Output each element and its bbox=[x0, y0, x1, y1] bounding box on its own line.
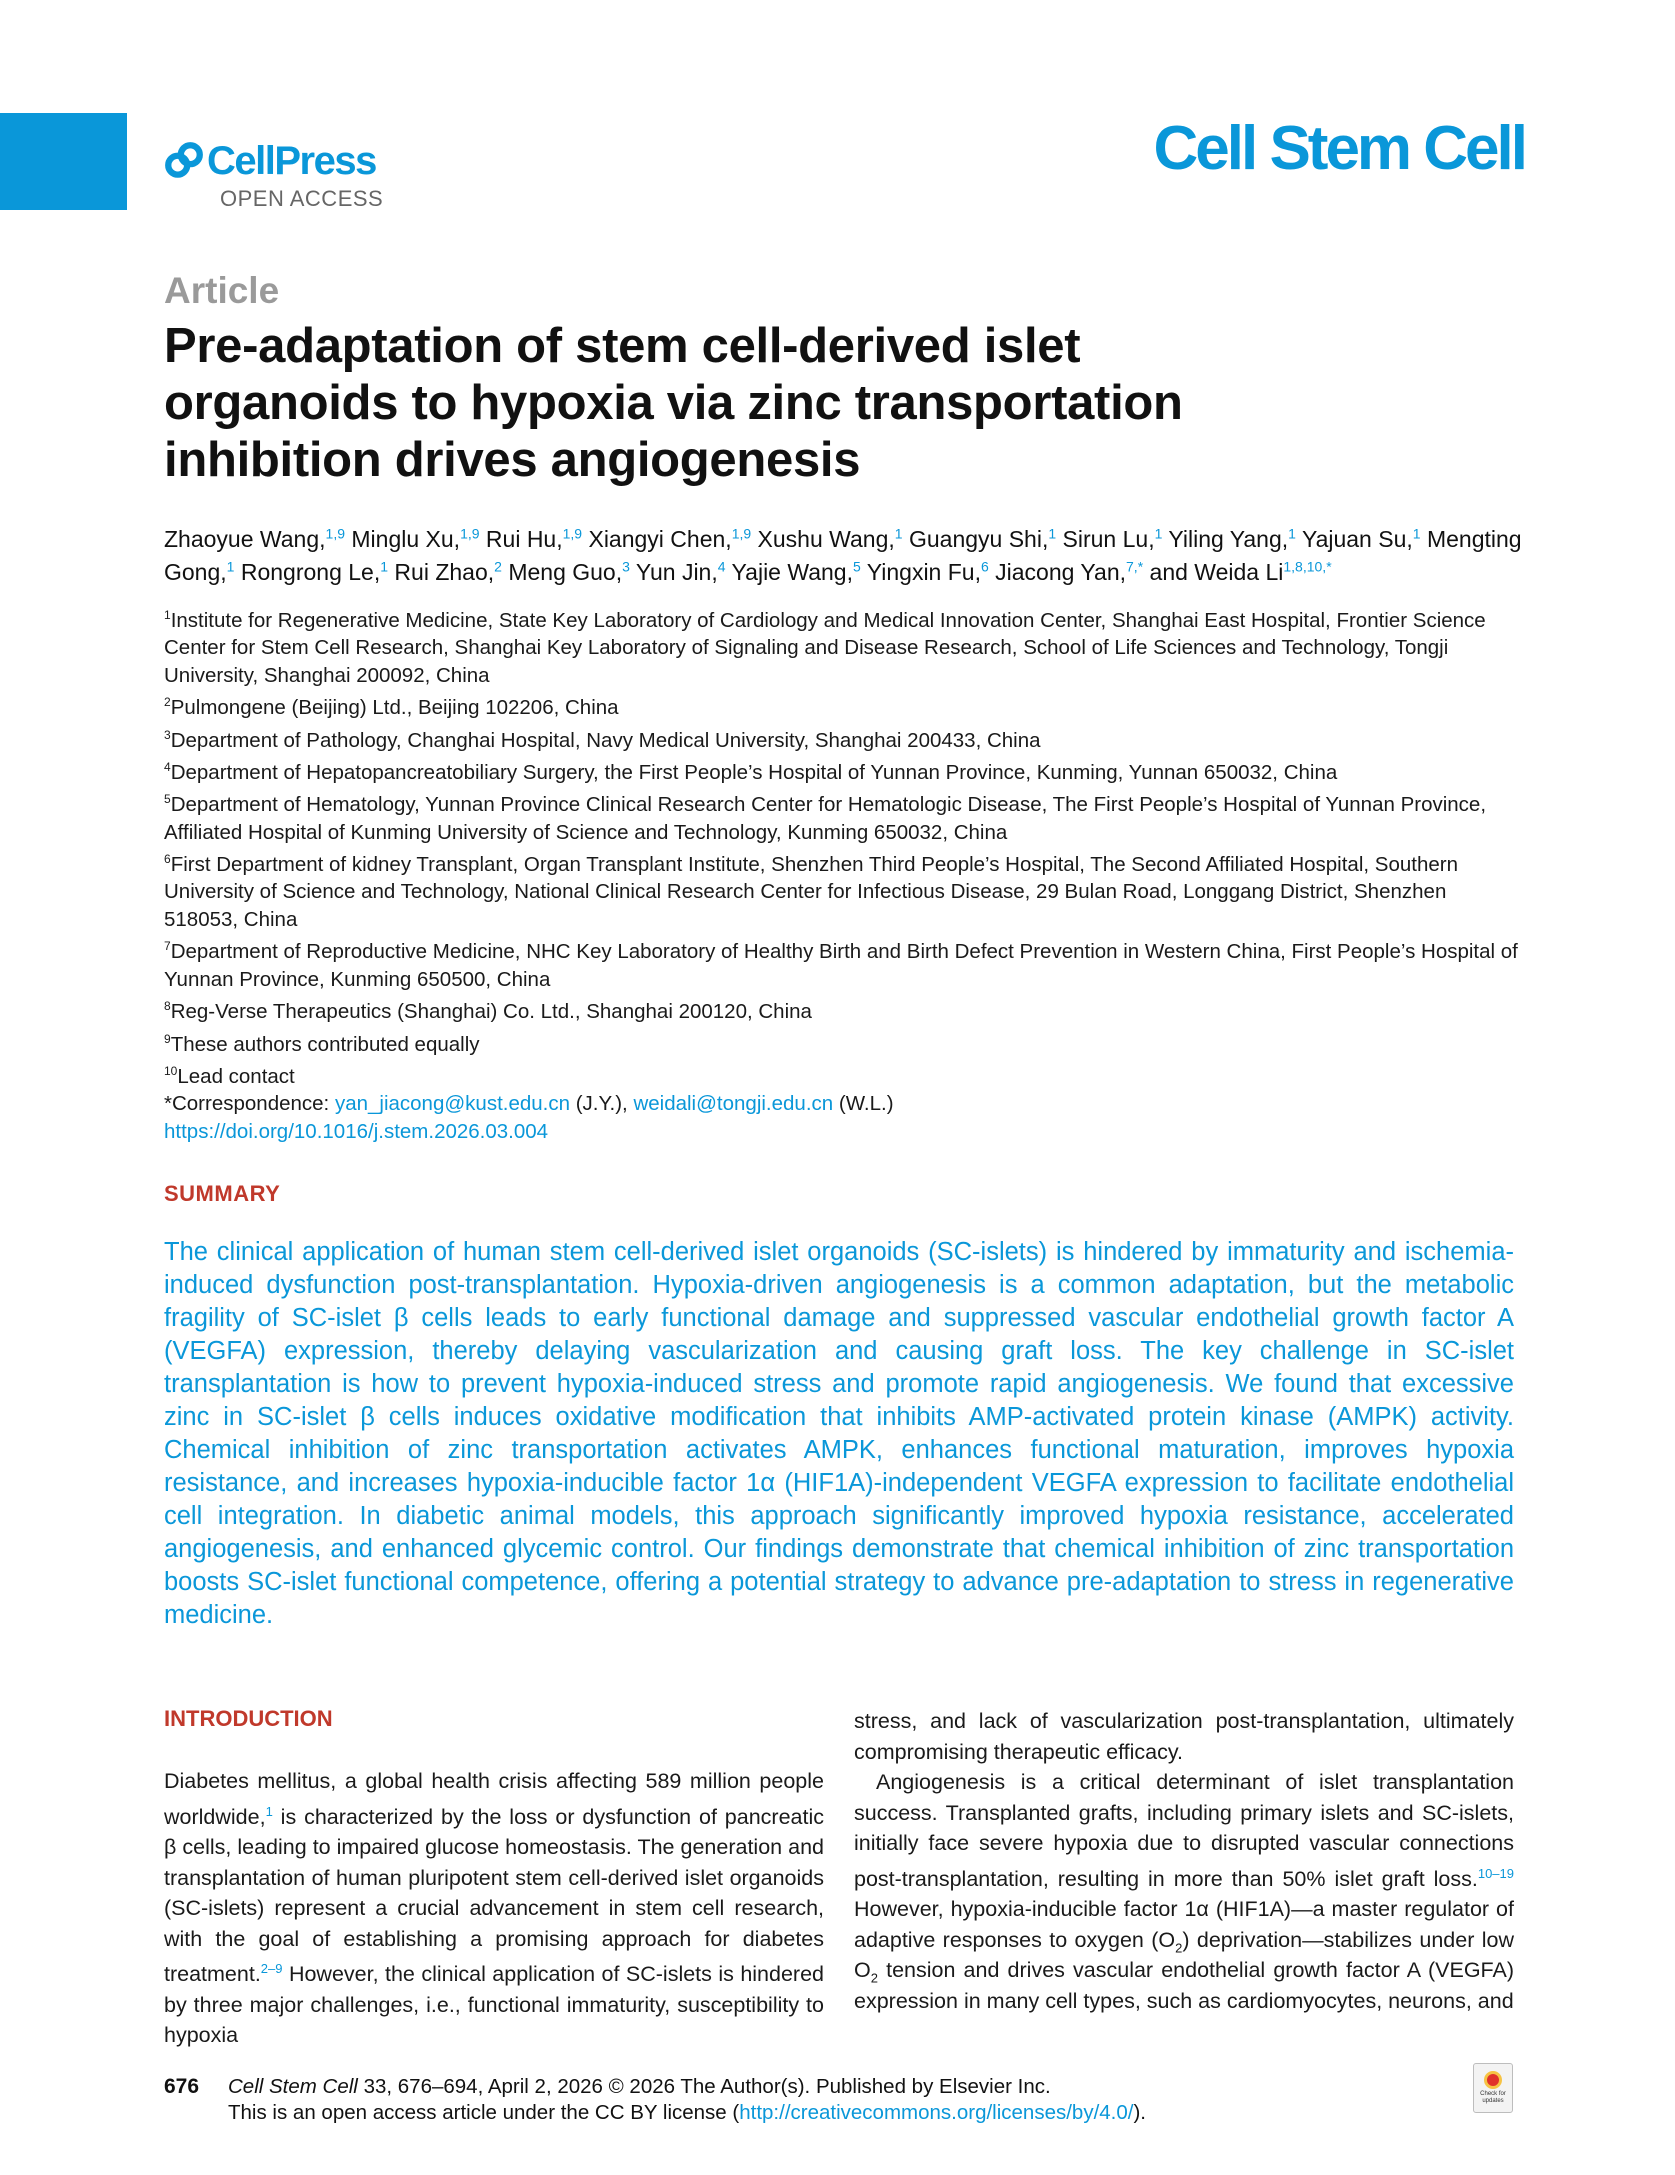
affiliation bbox=[164, 754, 1524, 786]
affiliation-text: Department of Hepatopancreatobiliary Surgery, the First People’s Hospital of Yunnan Province, Kunming, Yunnan 650032, China bbox=[170, 760, 1338, 784]
author bbox=[732, 559, 861, 585]
author-name: Yiling Yang, bbox=[1168, 525, 1289, 552]
open-access-label: OPEN ACCESS bbox=[220, 186, 384, 211]
title-line: Pre-adaptation of stem cell-derived islet bbox=[164, 319, 1081, 373]
author-name: Xiangyi Chen, bbox=[588, 525, 732, 552]
author-name: Yajie Wang, bbox=[731, 559, 853, 586]
author-name: Rongrong Le, bbox=[240, 559, 381, 586]
page-number: 676 bbox=[164, 2075, 200, 2098]
author bbox=[1150, 559, 1332, 585]
affiliation-text: Department of Reproductive Medicine, NHC Key Laboratory of Healthy Birth and Birth Defect Prevention in Western China, First People’s Hospital of Yunnan Province, Kunming 650500, China bbox=[164, 940, 1518, 991]
article-type: Article bbox=[164, 270, 280, 311]
author-name: Jiacong Yan, bbox=[995, 559, 1127, 586]
subscript: 2 bbox=[870, 1970, 878, 1986]
affiliation bbox=[164, 602, 1524, 689]
affiliation-text: Institute for Regenerative Medicine, State Key Laboratory of Cardiology and Medical Innovation Center, Shanghai East Hospital, Frontier Science Center for Stem Cell Research, Shanghai Key Laboratory of Signaling and Disease Research, School of Life Sciences and Technology, Tongji University, Shanghai 200092, China bbox=[164, 608, 1486, 687]
author bbox=[1063, 526, 1163, 552]
correspondence-initials-1: (J.Y.), bbox=[570, 1092, 634, 1116]
text-run: is characterized by the loss or dysfunction of pancreatic β cells, leading to impaired glucose homeostasis. The generation and transplantation of human pluripotent stem cell-derived islet organoids (SC-islets) represent a crucial advancement in stem cell research, with the goal of establishing a promising approach for diabetes treatment. bbox=[164, 1804, 824, 1987]
header-color-tab bbox=[0, 113, 127, 210]
author-affiliation-ref[interactable]: 7,* bbox=[1126, 558, 1144, 575]
author-name: Minglu Xu, bbox=[351, 525, 461, 552]
author-affiliation-ref[interactable]: 1 bbox=[1154, 525, 1163, 541]
author bbox=[636, 559, 726, 585]
author-affiliation-ref[interactable]: 1 bbox=[1048, 525, 1057, 541]
correspondence-label: *Correspondence: bbox=[164, 1092, 335, 1116]
author bbox=[1302, 526, 1421, 552]
author bbox=[867, 559, 989, 585]
citation-text: 33, 676–694, April 2, 2026 © 2026 The Author(s). Published by Elsevier Inc. bbox=[357, 2075, 1051, 2098]
affiliation-text: These authors contributed equally bbox=[170, 1032, 480, 1056]
badge-label: Check for updates bbox=[1480, 2091, 1506, 2104]
affiliation bbox=[164, 1026, 1524, 1058]
text-run: However, hypoxia-inducible factor 1α (HIF1A)—a master regulator of adaptive responses to oxygen (O bbox=[854, 1897, 1514, 1952]
affiliation-text: Department of Pathology, Changhai Hospital, Navy Medical University, Shanghai 200433, China bbox=[170, 728, 1041, 752]
email-link-1[interactable]: yan_jiacong@kust.edu.cn bbox=[334, 1092, 571, 1116]
author-name: Rui Zhao, bbox=[394, 559, 495, 586]
author-affiliation-ref[interactable]: 1 bbox=[380, 558, 389, 575]
text-run: However, the clinical application of SC-islets is hindered by three major challenges, i.e., functional immaturity, susceptibility to hypoxia bbox=[164, 1962, 824, 2048]
intro-paragraph bbox=[854, 1767, 1514, 2016]
author-name: Mengting Gong, bbox=[164, 525, 1522, 586]
doi-link[interactable]: https://doi.org/10.1016/j.stem.2026.03.004 bbox=[164, 1119, 549, 1143]
author-name: Rui Hu, bbox=[485, 525, 563, 552]
correspondence-initials-2: (W.L.) bbox=[833, 1092, 894, 1116]
author bbox=[909, 526, 1056, 552]
affiliation-list bbox=[164, 602, 1524, 1090]
affiliation-number: 5 bbox=[164, 792, 171, 807]
author bbox=[588, 526, 751, 552]
summary-text: The clinical application of human stem cell-derived islet organoids (SC-islets) is hindered by immaturity and ischemia-induced dysfunction post-transplantation. Hypoxia-driven angiogenesis is a common adaptation, but the metabolic fragility of SC-islet β cells leads to early functional damage and suppressed vascular endothelial growth factor A (VEGFA) expression, thereby delaying vascularization and causing graft loss. The key challenge in SC-islet transplantation is how to prevent hypoxia-induced stress and promote rapid angiogenesis. We found that excessive zinc in SC-islet β cells induces oxidative modification that inhibits AMP-activated protein kinase (AMPK) activity. Chemical inhibition of zinc transportation activates AMPK, enhances functional maturation, improves hypoxia resistance, and increases hypoxia-inducible factor 1α (HIF1A)-independent VEGFA expression to facilitate endothelial cell integration. In diabetic animal models, this approach significantly improved hypoxia resistance, accelerated angiogenesis, and enhanced glycemic control. Our findings demonstrate that chemical inhibition of zinc transportation boosts SC-islet functional competence, offering a potential strategy to advance pre-adaptation to stress in regenerative medicine. bbox=[164, 1238, 1514, 1629]
affiliation bbox=[164, 689, 1524, 721]
text-run: ) deprivation—stabilizes under low O bbox=[854, 1927, 1514, 1983]
affiliation-text: First Department of kidney Transplant, Organ Transplant Institute, Shenzhen Third People’s Hospital, The Second Affiliated Hospital, Southern University of Science and Technology, National Clinical Research Center for Infectious Disease, 29 Bulan Road, Longgang District, Shenzhen 518053, China bbox=[164, 852, 1458, 931]
license-text-end: ). bbox=[1133, 2101, 1147, 2124]
affiliation-text: Reg-Verse Therapeutics (Shanghai) Co. Ltd., Shanghai 200120, China bbox=[170, 1000, 812, 1024]
author-name: Meng Guo, bbox=[508, 559, 623, 586]
article-title bbox=[164, 318, 1314, 489]
author-affiliation-ref[interactable]: 4 bbox=[717, 558, 726, 575]
correspondence bbox=[164, 1090, 1524, 1118]
author-affiliation-ref[interactable]: 1,9 bbox=[731, 525, 752, 541]
text-run: Angiogenesis is a critical determinant of islet transplantation success. Transplanted grafts, including primary islets and SC-islets, initially face severe hypoxia due to disrupted vascular connections post-transplantation, resulting in more than 50% islet graft loss. bbox=[854, 1770, 1514, 1891]
author-affiliation-ref[interactable]: 2 bbox=[494, 558, 502, 575]
author-affiliation-ref[interactable]: 1 bbox=[1288, 525, 1296, 541]
author-affiliation-ref[interactable]: 1,8,10,* bbox=[1283, 558, 1332, 575]
affiliation bbox=[164, 846, 1524, 933]
check-updates-icon bbox=[1484, 2071, 1502, 2089]
author bbox=[758, 526, 903, 552]
check-for-updates-badge[interactable] bbox=[1473, 2063, 1513, 2113]
author bbox=[508, 559, 630, 585]
author bbox=[394, 559, 502, 585]
affiliation-text: Lead contact bbox=[177, 1064, 295, 1088]
author-affiliation-ref[interactable]: 1,9 bbox=[562, 525, 583, 541]
author-name: Yun Jin, bbox=[635, 559, 718, 586]
author-affiliation-ref[interactable]: 1,9 bbox=[325, 525, 345, 541]
title-line: inhibition drives angiogenesis bbox=[164, 433, 861, 487]
publisher-logo[interactable] bbox=[163, 140, 376, 182]
affiliation-number: 3 bbox=[164, 727, 171, 742]
journal-italic: Cell Stem Cell bbox=[228, 2075, 358, 2098]
subscript: 2 bbox=[1175, 1939, 1183, 1955]
affiliation bbox=[164, 1058, 1524, 1090]
author-affiliation-ref[interactable]: 1 bbox=[226, 558, 235, 575]
publisher-name: CellPress bbox=[207, 139, 376, 183]
author-name: Yajuan Su, bbox=[1301, 525, 1413, 552]
affiliation-number: 8 bbox=[164, 999, 171, 1014]
title-line: organoids to hypoxia via zinc transportation bbox=[164, 376, 1183, 430]
author-name: and Weida Li bbox=[1149, 559, 1284, 586]
text-run: Diabetes mellitus, a global health crisis affecting 589 million people worldwide, bbox=[164, 1769, 824, 1829]
intro-paragraph bbox=[164, 1766, 824, 2051]
author-name: Sirun Lu, bbox=[1062, 525, 1155, 552]
author-affiliation-ref[interactable]: 1 bbox=[894, 525, 903, 541]
reference-link[interactable]: 10–19 bbox=[1477, 1865, 1514, 1881]
citation-line bbox=[228, 2075, 1051, 2099]
license-link[interactable]: http://creativecommons.org/licenses/by/4.0/ bbox=[739, 2101, 1134, 2124]
intro-column-left bbox=[164, 1766, 824, 2051]
affiliation bbox=[164, 786, 1524, 846]
affiliation bbox=[164, 993, 1524, 1025]
author-affiliation-ref[interactable]: 5 bbox=[852, 558, 861, 575]
author bbox=[164, 526, 345, 552]
author-name: Zhaoyue Wang, bbox=[164, 525, 326, 552]
author-affiliation-ref[interactable]: 1,9 bbox=[460, 525, 480, 541]
affiliations bbox=[164, 602, 1524, 1145]
author-affiliation-ref[interactable]: 3 bbox=[622, 558, 630, 575]
reference-link[interactable]: 1 bbox=[265, 1803, 273, 1819]
affiliation-text: Pulmongene (Beijing) Ltd., Beijing 102206, China bbox=[170, 696, 619, 720]
affiliation-number: 7 bbox=[164, 939, 171, 954]
intro-paragraph: stress, and lack of vascularization post-transplantation, ultimately compromising therapeutic efficacy. bbox=[854, 1709, 1514, 1764]
journal-logo[interactable]: Cell Stem Cell bbox=[1153, 114, 1525, 183]
author-affiliation-ref[interactable]: 6 bbox=[980, 558, 989, 575]
affiliation-number: 1 bbox=[164, 608, 171, 622]
text-run: tension and drives vascular endothelial growth factor A (VEGFA) expression in many cell types, such as cardiomyocytes, neurons, and bbox=[854, 1958, 1514, 2013]
author-list bbox=[164, 519, 1524, 586]
author bbox=[351, 526, 479, 552]
introduction-heading: INTRODUCTION bbox=[164, 1706, 333, 1731]
author-name: Yingxin Fu, bbox=[866, 559, 981, 586]
license-text: This is an open access article under the CC BY license ( bbox=[228, 2101, 740, 2124]
author-name: Guangyu Shi, bbox=[908, 525, 1049, 552]
affiliation-number: 2 bbox=[164, 695, 171, 710]
affiliation bbox=[164, 722, 1524, 754]
author bbox=[995, 559, 1143, 585]
author bbox=[1168, 526, 1296, 552]
author-name: Xushu Wang, bbox=[757, 525, 895, 552]
affiliation-number: 9 bbox=[164, 1031, 171, 1046]
summary-heading: SUMMARY bbox=[164, 1181, 281, 1206]
email-link-2[interactable]: weidali@tongji.edu.cn bbox=[633, 1092, 834, 1116]
affiliation bbox=[164, 933, 1524, 993]
reference-link[interactable]: 2–9 bbox=[260, 1961, 283, 1977]
affiliation-number: 10 bbox=[164, 1063, 178, 1078]
cellpress-icon bbox=[163, 140, 205, 182]
affiliation-text: Department of Hematology, Yunnan Province Clinical Research Center for Hematologic Disease, The First People’s Hospital of Yunnan Province, Affiliated Hospital of Kunming University of Science and Technology, Kunming 650032, China bbox=[164, 793, 1487, 844]
author-affiliation-ref[interactable]: 1 bbox=[1412, 525, 1421, 541]
license-line bbox=[228, 2101, 1146, 2125]
affiliation-number: 4 bbox=[164, 759, 171, 774]
author bbox=[486, 526, 582, 552]
author bbox=[241, 559, 388, 585]
intro-column-right bbox=[854, 1706, 1514, 2016]
affiliation-number: 6 bbox=[164, 852, 171, 867]
